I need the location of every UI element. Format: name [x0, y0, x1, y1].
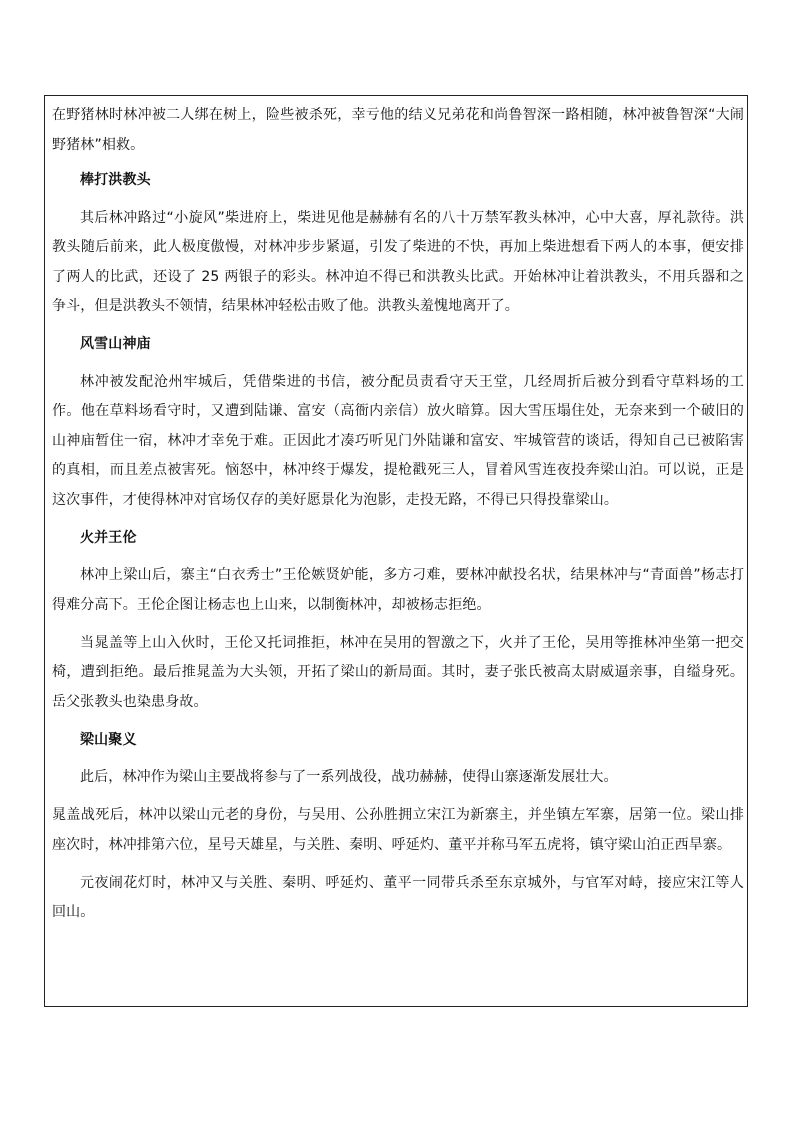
- section-heading: 火并王伦: [80, 529, 137, 546]
- section-paragraph: 当晁盖等上山入伙时，王伦又托词推拒，林冲在吴用的智激之下，火并了王伦，吴用等推林冲坐第一把交椅，遭到拒绝。最后推晁盖为大头领，开拓了梁山的新局面。其时，妻子张氏被高太尉威逼亲事，自缢身死。岳父张教头也染患身故。: [52, 634, 744, 710]
- section-paragraph: 晁盖战死后，林冲以梁山元老的身份，与吴用、公孙胜拥立宋江为新寨主，并坐镇左军寨，居第一位。梁山排座次时，林冲排第六位，星号天雄星，与关胜、秦明、呼延灼、董平并称马军五虎将，镇守梁山泊正西旱寨。: [52, 807, 744, 853]
- section-paragraph: 元夜闹花灯时，林冲又与关胜、秦明、呼延灼、董平一同带兵杀至东京城外，与官军对峙，接应宋江等人回山。: [52, 874, 744, 920]
- section-heading: 风雪山神庙: [80, 336, 151, 352]
- section-paragraph: 林冲被发配沧州牢城后，凭借柴进的书信，被分配员责看守天王堂，几经周折后被分到看守草料场的工作。他在草料场看守时，又遭到陆谦、富安（高衙内亲信）放火暗算。因大雪压塌住处，无奈来到一个破旧的山神庙暂住一宿，林冲才幸免于难。正因此才凑巧听见门外陆谦和富安、牢城管营的谈话，得知自己已被陷害的真相，而且差点被害死。恼怒中，林冲终于爆发，提枪戳死三人，冒着风雪连夜投奔梁山泊。可以说，正是这次事件，才使得林冲对官场仅存的美好愿景化为泡影，走投无路，不得已只得投靠梁山。: [52, 373, 744, 508]
- section-heading: 梁山聚义: [80, 731, 137, 748]
- section-fengxue: [52, 330, 744, 515]
- section-heading: 棒打洪教头: [80, 172, 151, 188]
- section-juyi: [52, 726, 744, 928]
- section-paragraph: 其后林冲路过“小旋风”柴进府上，柴进见他是赫赫有名的八十万禁军教头林冲，心中大喜，厚礼款待。洪教头随后前来，此人极度傲慢，对林冲步步紧逼，引发了柴进的不快，再加上柴进想看下两人的本事，便安排了两人的比武，还设了 25 两银子的彩头。林冲迫不得已和洪教头比武。开始林冲让着洪教头，不用兵器和之争斗，但是洪教头不领情，结果林冲轻松击败了他。洪教头羞愧地离开了。: [52, 209, 744, 314]
- intro-paragraph: 在野猪林时林冲被二人绑在树上，险些被杀死，幸亏他的结义兄弟花和尚鲁智深一路相随，林冲被鲁智深“大闹野猪林”相救。: [52, 107, 744, 153]
- section-bangda: [52, 166, 744, 322]
- section-paragraph: 林冲上梁山后，寨主“白衣秀士”王伦嫉贤妒能，多方刁难，要林冲献投名状，结果林冲与“青面兽”杨志打得难分高下。王伦企图让杨志也上山来，以制衡林冲，却被杨志拒绝。: [52, 567, 744, 613]
- document-body: [52, 101, 744, 936]
- section-huobing: [52, 524, 744, 718]
- section-paragraph: 此后，林冲作为梁山主要战将参与了一系列战役，战功赫赫，使得山寨逐渐发展壮大。: [80, 769, 618, 785]
